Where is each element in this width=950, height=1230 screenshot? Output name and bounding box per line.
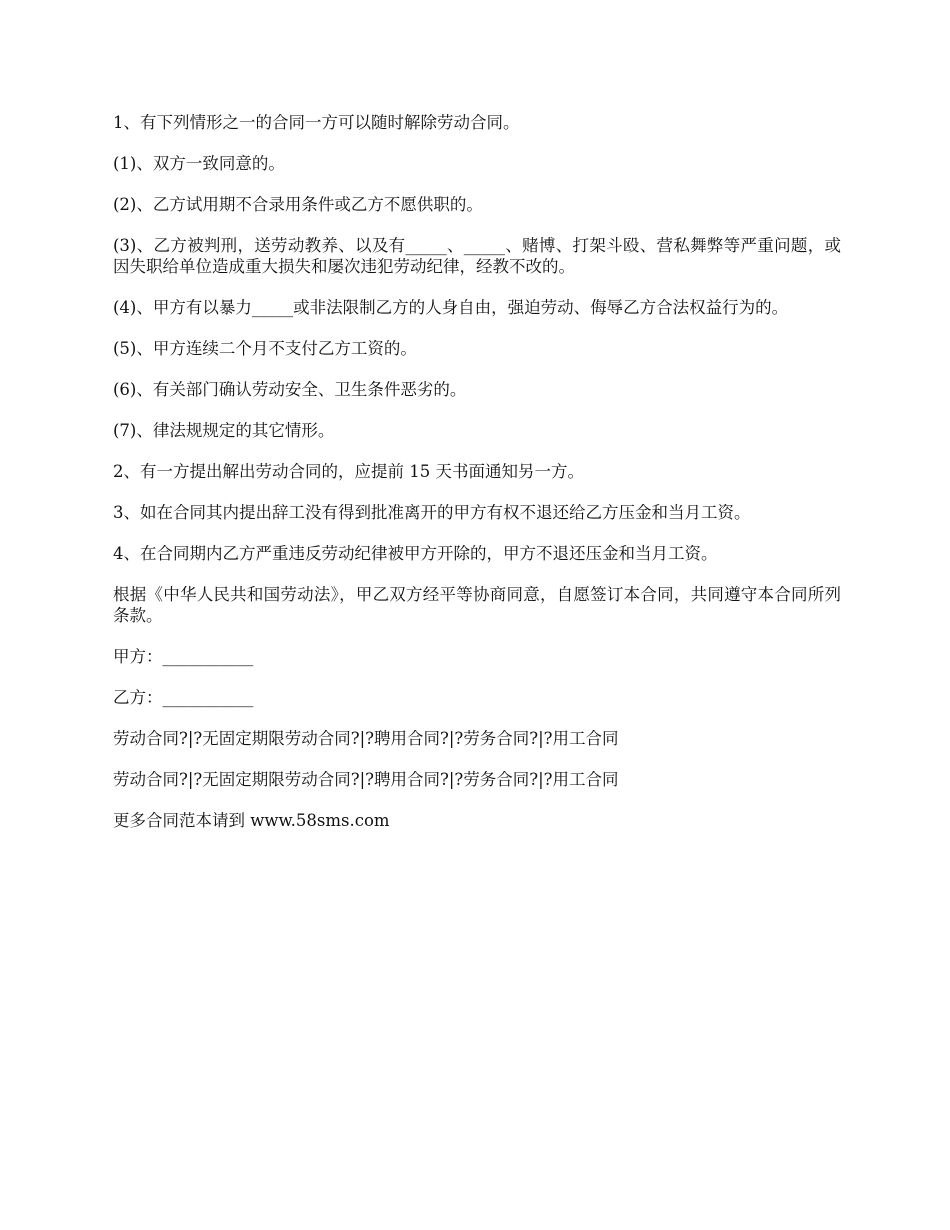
- party-a-signature-line: 甲方：___________: [113, 647, 254, 666]
- clause-1-item-6: (6)、有关部门确认劳动安全、卫生条件恶劣的。: [113, 380, 467, 399]
- closing-statement: 根据《中华人民共和国劳动法》，甲乙双方经平等协商同意，自愿签订本合同，共同遵守本合同所列条款。: [113, 585, 841, 625]
- footer-more-templates[interactable]: 更多合同范本请到 www.58sms.com: [113, 811, 390, 830]
- related-contract-links[interactable]: 劳动合同?|?无固定期限劳动合同?|?聘用合同?|?劳务合同?|?用工合同: [113, 729, 619, 748]
- document-body: [113, 112, 841, 851]
- clause-2: 2、有一方提出解出劳动合同的，应提前 15 天书面通知另一方。: [113, 462, 584, 481]
- party-b-signature-line: 乙方：___________: [113, 688, 254, 707]
- clause-1-item-2: (2)、乙方试用期不合录用条件或乙方不愿供职的。: [113, 195, 483, 214]
- clause-1-item-5: (5)、甲方连续二个月不支付乙方工资的。: [113, 339, 417, 358]
- clause-4: 4、在合同期内乙方严重违反劳动纪律被甲方开除的，甲方不退还压金和当月工资。: [113, 544, 718, 563]
- clause-1-heading: 1、有下列情形之一的合同一方可以随时解除劳动合同。: [113, 113, 520, 132]
- clause-1-item-7: (7)、律法规规定的其它情形。: [113, 421, 335, 440]
- related-contract-links-repeat[interactable]: 劳动合同?|?无固定期限劳动合同?|?聘用合同?|?劳务合同?|?用工合同: [113, 770, 619, 789]
- clause-1-item-4: (4)、甲方有以暴力_____或非法限制乙方的人身自由，强迫劳动、侮辱乙方合法权益行为的。: [113, 298, 789, 317]
- clause-1-item-3: (3)、乙方被判刑，送劳动教养、以及有_____、_____、赌博、打架斗殴、营私舞弊等严重问题，或因失职给单位造成重大损失和屡次违犯劳动纪律，经教不改的。: [113, 236, 841, 276]
- clause-3: 3、如在合同其内提出辞工没有得到批准离开的甲方有权不退还给乙方压金和当月工资。: [113, 503, 751, 522]
- clause-1-item-1: (1)、双方一致同意的。: [113, 154, 285, 173]
